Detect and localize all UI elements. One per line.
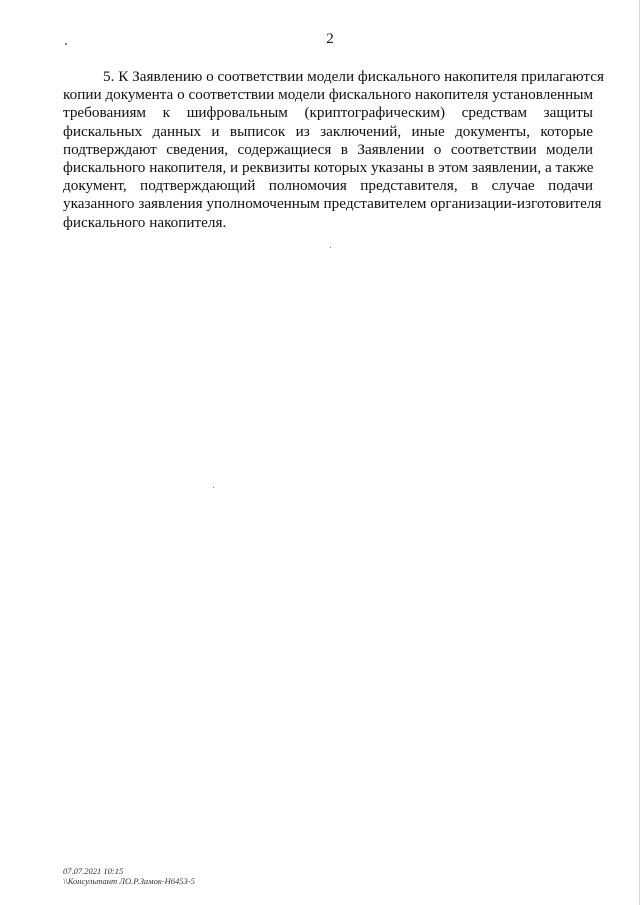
page-number: 2 — [326, 31, 334, 47]
paragraph-line: фискальных данных и выписок из заключений, иные документы, которые — [63, 122, 593, 140]
body-paragraph — [63, 68, 604, 232]
footer-stamp — [63, 866, 195, 886]
paragraph-line: документ, подтверждающий полномочия представителя, в случае подачи — [63, 177, 593, 195]
paragraph-line: 5. К Заявлению о соответствии модели фискального накопителя прилагаются — [103, 68, 604, 85]
paragraph-line: копии документа о соответствии модели фискального накопителя установленным — [63, 86, 594, 104]
footer-document-ref: \\Консультант ЛО.Р.Замок-Н6453-5 — [63, 876, 195, 886]
paragraph-line: указанного заявления уполномоченным представителем организации-изготовителя — [63, 195, 602, 213]
scan-speck — [65, 43, 67, 45]
paragraph-line: фискального накопителя. — [63, 213, 227, 231]
footer-timestamp: 07.07.2021 10:15 — [63, 866, 124, 876]
paragraph-line: фискального накопителя, и реквизиты которых указаны в этом заявлении, а также — [63, 159, 594, 177]
scan-speck — [330, 247, 331, 248]
paragraph-line: подтверждают сведения, содержащиеся в Заявлении о соответствии модели — [63, 140, 593, 158]
scan-speck — [213, 487, 214, 488]
paragraph-line: требованиям к шифровальным (криптографическим) средствам защиты — [63, 104, 593, 122]
